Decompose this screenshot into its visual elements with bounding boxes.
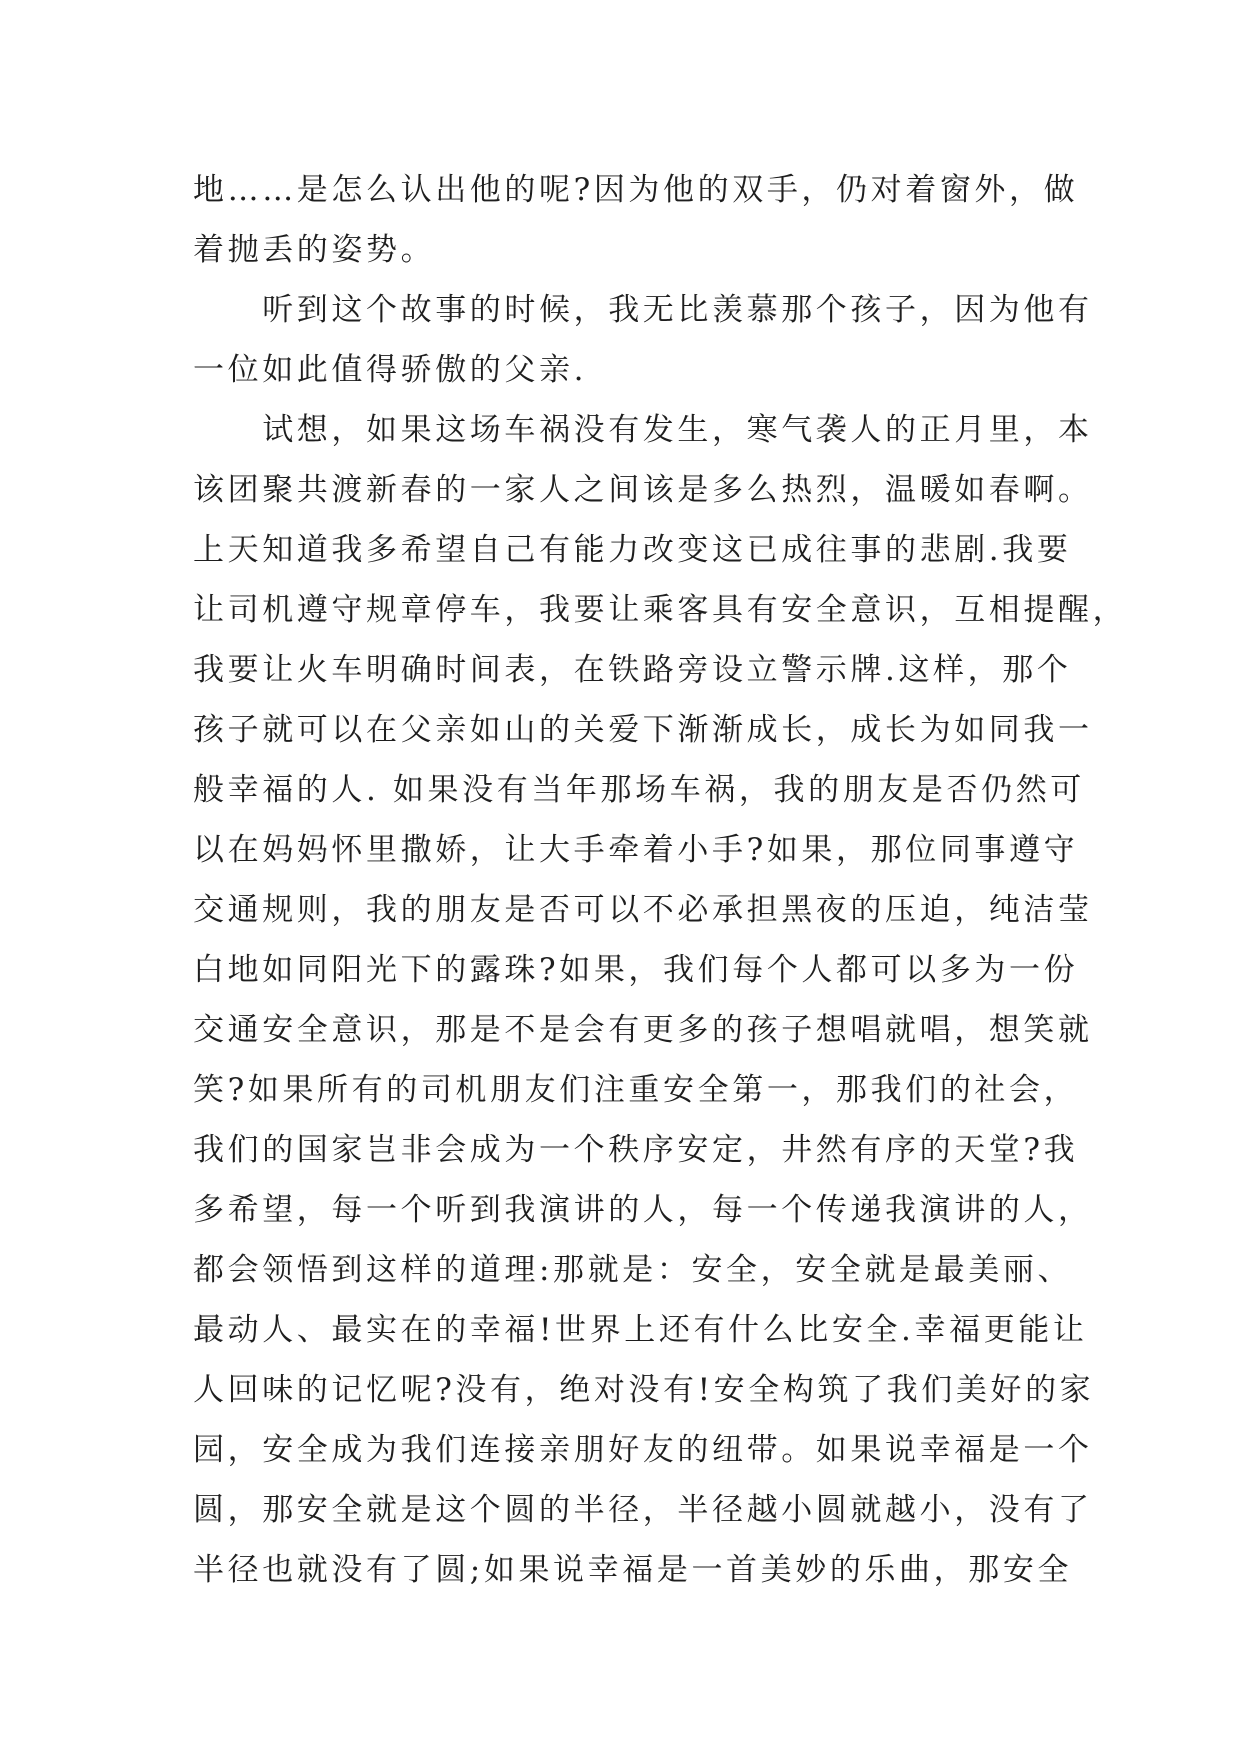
text-line: 最动人、最实在的幸福!世界上还有什么比安全.幸福更能让	[193, 1312, 1088, 1348]
text-line: 地……是怎么认出他的呢?因为他的双手，仍对着窗外，做	[193, 172, 1079, 208]
text-line: 让司机遵守规章停车，我要让乘客具有安全意识，互相提醒，	[193, 592, 1128, 628]
body-text	[193, 160, 1128, 1600]
text-line: 该团聚共渡新春的一家人之间该是多么热烈，温暖如春啊。	[193, 472, 1093, 508]
text-line: 着抛丢的姿势。	[193, 232, 436, 268]
text-line: 白地如同阳光下的露珠?如果，我们每个人都可以多为一份	[193, 952, 1079, 988]
text-line: 人回味的记忆呢?没有，绝对没有!安全构筑了我们美好的家	[193, 1372, 1095, 1408]
text-line: 笑?如果所有的司机朋友们注重安全第一，那我们的社会，	[193, 1072, 1079, 1108]
text-line: 都会领悟到这样的道理:那就是：安全，安全就是最美丽、	[193, 1252, 1073, 1288]
text-line: 交通规则，我的朋友是否可以不必承担黑夜的压迫，纯洁莹	[193, 892, 1093, 928]
text-line: 一位如此值得骄傲的父亲.	[193, 352, 588, 388]
text-line: 以在妈妈怀里撒娇，让大手牵着小手?如果，那位同事遵守	[193, 832, 1079, 868]
text-line: 孩子就可以在父亲如山的关爱下渐渐成长，成长为如同我一	[193, 712, 1093, 748]
text-line: 圆，那安全就是这个圆的半径，半径越小圆就越小，没有了	[193, 1492, 1093, 1528]
text-line: 我们的国家岂非会成为一个秩序安定，井然有序的天堂?我	[193, 1132, 1079, 1168]
text-line: 上天知道我多希望自己有能力改变这已成往事的悲剧.我要	[193, 532, 1072, 568]
text-line: 听到这个故事的时候，我无比羡慕那个孩子，因为他有	[193, 292, 1093, 328]
text-line: 交通安全意识，那是不是会有更多的孩子想唱就唱，想笑就	[193, 1012, 1093, 1048]
text-line: 园，安全成为我们连接亲朋好友的纽带。如果说幸福是一个	[193, 1432, 1093, 1468]
text-line: 试想，如果这场车祸没有发生，寒气袭人的正月里，本	[193, 412, 1093, 448]
text-line: 我要让火车明确时间表，在铁路旁设立警示牌.这样，那个	[193, 652, 1072, 688]
text-line: 多希望，每一个听到我演讲的人，每一个传递我演讲的人，	[193, 1192, 1093, 1228]
text-line: 半径也就没有了圆;如果说幸福是一首美妙的乐曲，那安全	[193, 1552, 1073, 1588]
text-line: 般幸福的人. 如果没有当年那场车祸，我的朋友是否仍然可	[193, 772, 1085, 808]
